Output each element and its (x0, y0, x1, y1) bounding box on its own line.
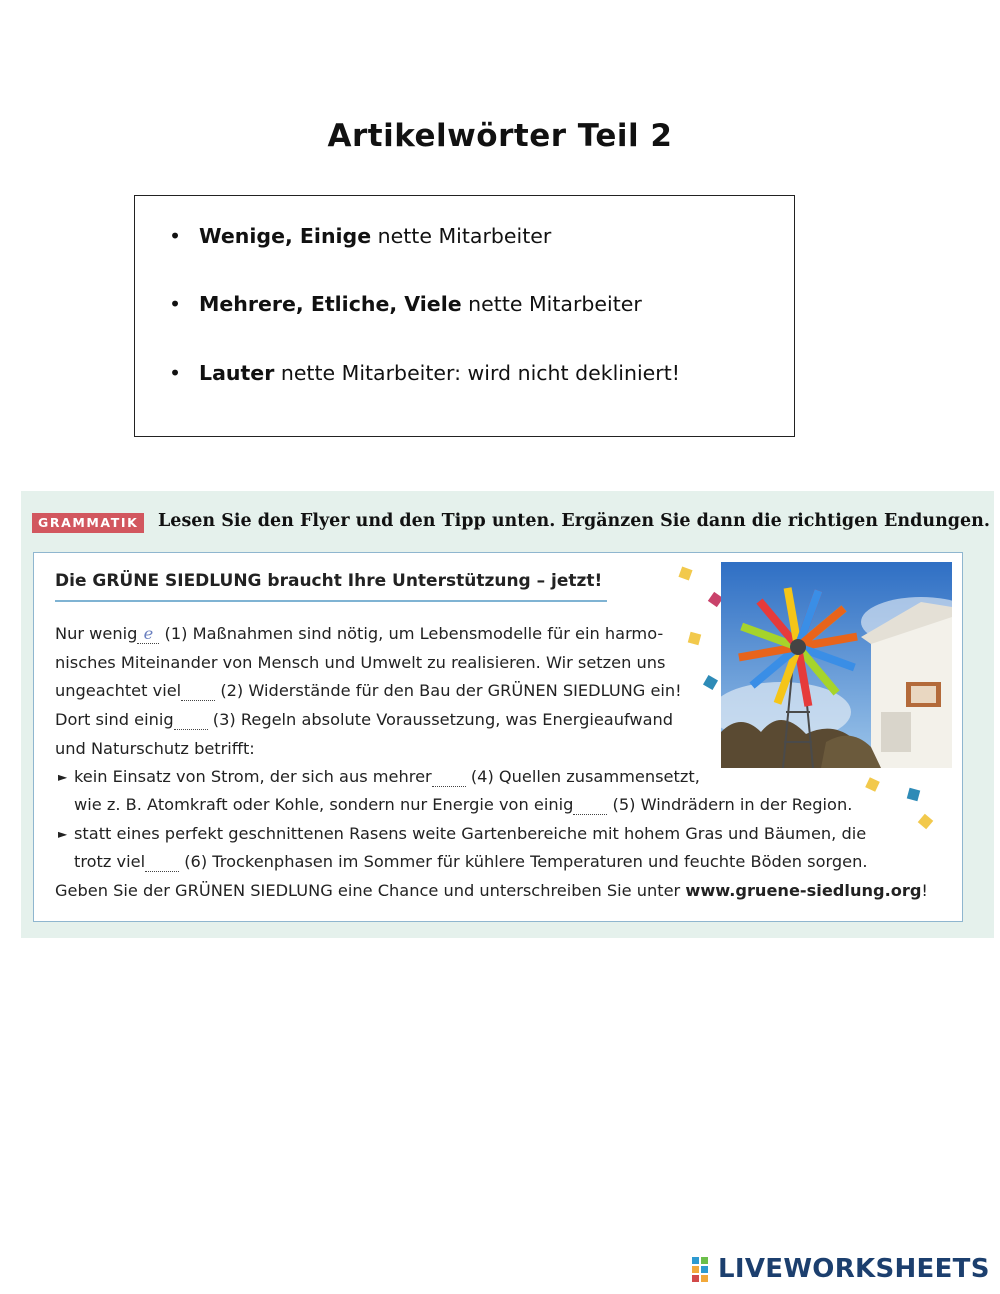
rule-keywords: Wenige, Einige (199, 224, 372, 248)
liveworksheets-logo-icon (692, 1254, 716, 1284)
bullet-icon: • (169, 224, 182, 248)
flyer-line: nisches Miteinander von Mensch und Umwelt zu realisieren. Wir setzen uns (55, 653, 666, 672)
rule-keywords: Mehrere, Etliche, Viele (199, 292, 462, 316)
confetti-square (703, 675, 718, 690)
rules-box (134, 195, 795, 437)
gap-4-input[interactable] (432, 772, 466, 787)
flyer-line: Dort sind einig (3) Regeln absolute Voraussetzung, was Energieaufwand (55, 710, 674, 729)
liveworksheets-brand: LIVEWORKSHEETS (718, 1254, 990, 1284)
bullet-icon: • (169, 292, 182, 316)
page-title: Artikelwörter Teil 2 (327, 118, 673, 154)
rule-noun: Mitarbeiter (438, 224, 552, 248)
flyer-line: Geben Sie der GRÜNEN SIEDLUNG eine Chance und unterschreiben Sie unter www.gruene-siedlung.org! (55, 881, 928, 900)
gap-5-input[interactable] (573, 800, 607, 815)
flyer-line: ungeachtet viel (2) Widerstände für den Bau der GRÜNEN SIEDLUNG ein! (55, 681, 682, 700)
flyer-title: Die GRÜNE SIEDLUNG braucht Ihre Unterstützung – jetzt! (55, 571, 603, 591)
confetti-square (907, 788, 920, 801)
arrow-bullet-icon: ► (58, 770, 68, 784)
gap-3-input[interactable] (174, 715, 208, 730)
confetti-square (688, 632, 701, 645)
rule-adjective: nette (371, 224, 439, 248)
exercise-panel (21, 491, 994, 938)
gap-2-input[interactable] (181, 686, 215, 701)
rule-noun: Mitarbeiter (528, 292, 642, 316)
flyer-line: wie z. B. Atomkraft oder Kohle, sondern nur Energie von einig (5) Windrädern in der Region. (74, 795, 853, 814)
website-link[interactable]: www.gruene-siedlung.org (685, 881, 922, 900)
gap-6-input[interactable] (145, 857, 179, 872)
rule-adjective: nette (274, 361, 342, 385)
gap-1-filled: e (137, 624, 159, 644)
flyer-line: Nur wenig e (1) Maßnahmen sind nötig, um Lebensmodelle für ein harmo- (55, 624, 664, 643)
confetti-square (918, 814, 933, 829)
grammatik-badge: GRAMMATIK (32, 513, 144, 533)
rule-adjective: nette (461, 292, 529, 316)
flyer-bullet-line: ► kein Einsatz von Strom, der sich aus mehrer (4) Quellen zusammensetzt, (58, 767, 700, 786)
rule-noun: Mitarbeiter: wird nicht dekliniert! (341, 361, 680, 385)
flyer (33, 552, 963, 922)
arrow-bullet-icon: ► (58, 827, 68, 841)
confetti-square (865, 777, 880, 792)
windmill-photo (721, 562, 952, 768)
flyer-line: trotz viel (6) Trockenphasen im Sommer für kühlere Temperaturen und feuchte Böden sorgen. (74, 852, 868, 871)
title-underline (55, 600, 607, 602)
flyer-line: und Naturschutz betrifft: (55, 739, 255, 758)
confetti-square (678, 566, 692, 580)
bullet-icon: • (169, 361, 182, 385)
rule-keywords: Lauter (199, 361, 275, 385)
exercise-instruction: Lesen Sie den Flyer und den Tipp unten. Ergänzen Sie dann die richtigen Endungen. (158, 511, 990, 531)
flyer-bullet-line: ► statt eines perfekt geschnittenen Rasens weite Gartenbereiche mit hohem Gras und Bäumen, die (58, 824, 867, 843)
